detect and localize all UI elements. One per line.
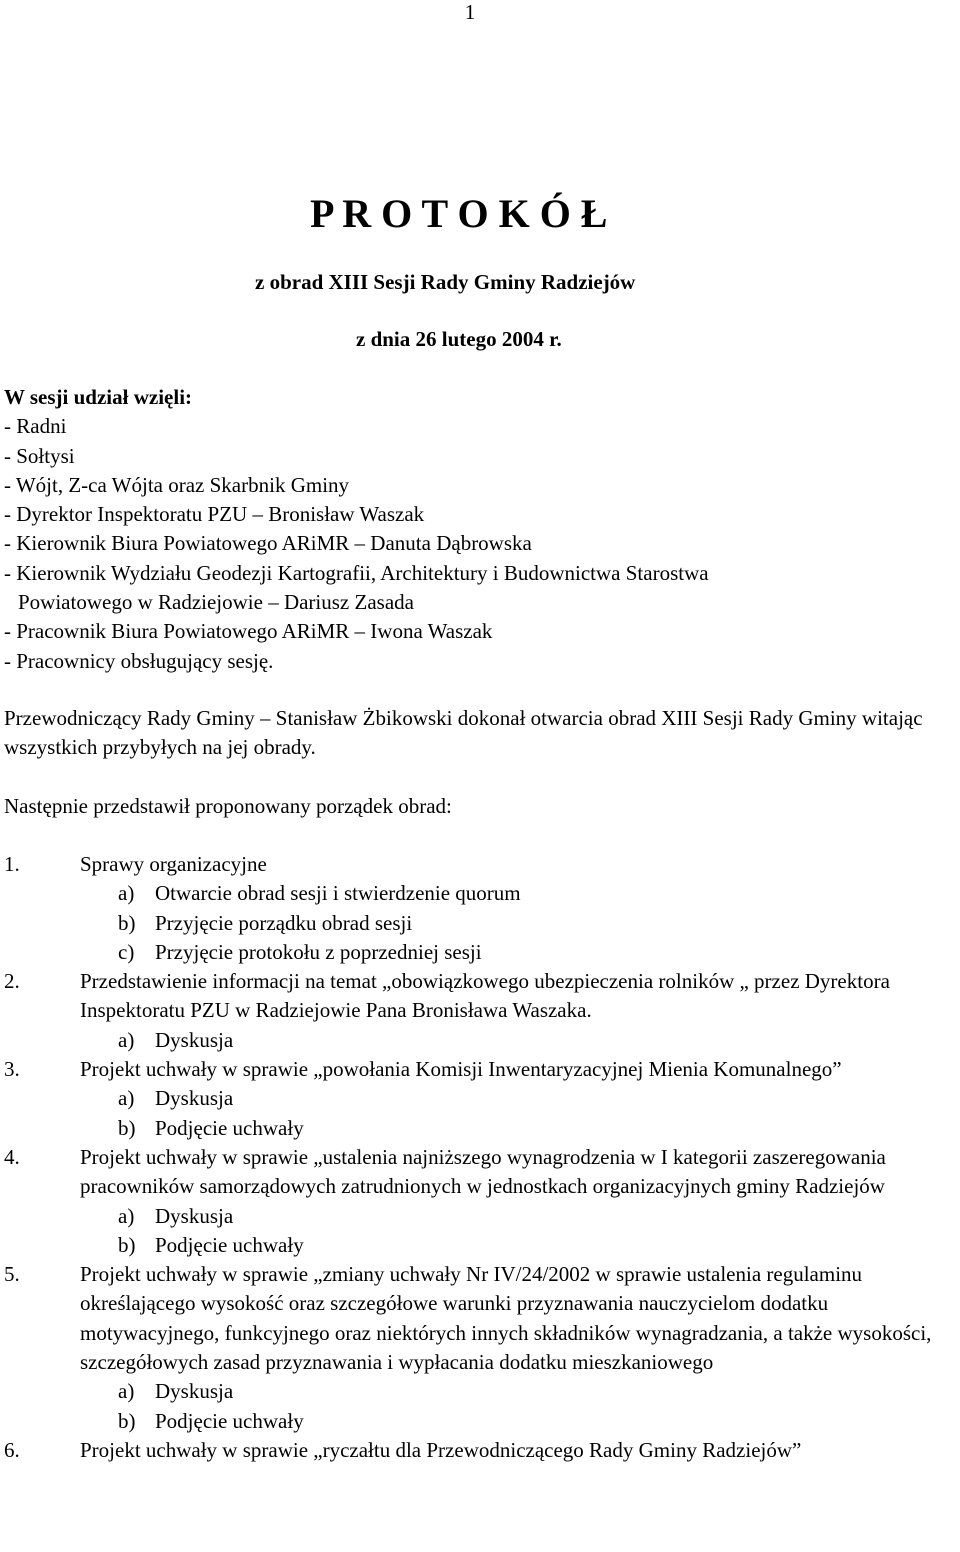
attendance-line: - Pracownicy obsługujący sesję. [4,648,274,673]
agenda-item [0,850,960,879]
agenda-item [0,1436,960,1465]
agenda-subitem-text: Podjęcie uchwały [155,1115,304,1140]
agenda-subitem [0,1114,960,1143]
agenda-item-text: Projekt uchwały w sprawie „ustalenia najniższego wynagrodzenia w I kategorii zaszeregowania pracowników samorządowych zatrudnionych w jednostkach organizacyjnych gminy Radziejów [80,1144,886,1199]
attendance-line: - Dyrektor Inspektoratu PZU – Bronisław Waszak [4,502,425,527]
agenda-subitem-text: Dyskusja [155,1203,234,1228]
agenda-item [0,1055,960,1084]
agenda-item [0,1143,960,1202]
agenda-item [0,1260,960,1377]
page-number: 1 [464,0,476,24]
agenda-subitem-text: Przyjęcie protokołu z poprzedniej sesji [155,939,482,964]
agenda-subitem-letter: a) [118,1086,135,1111]
agenda-subitem-letter: b) [118,1115,136,1140]
agenda-subitem [0,1026,960,1055]
agenda-subitem-letter: a) [118,1379,135,1404]
agenda-subitem-letter: a) [118,1203,135,1228]
attendance-line: - Kierownik Biura Powiatowego ARiMR – Danuta Dąbrowska [4,531,532,556]
document-subtitle: z obrad XIII Sesji Rady Gminy Radziejów [255,270,636,294]
agenda-item-text: Sprawy organizacyjne [80,852,267,876]
agenda-list [0,850,960,1465]
attendance-heading: W sesji udział wzięli: [4,385,193,409]
agenda-subitem-text: Otwarcie obrad sesji i stwierdzenie quorum [155,881,521,906]
agenda-subitem [0,909,960,938]
agenda-subitem-letter: b) [118,1232,136,1257]
document-title: P R O T O K Ó Ł [310,191,608,236]
agenda-item-number: 3. [4,1057,20,1082]
agenda-subitem-letter: a) [118,881,135,906]
agenda-item-number: 2. [4,969,20,994]
agenda-item-text: Projekt uchwały w sprawie „powołania Komisji Inwentaryzacyjnej Mienia Komunalnego” [80,1057,842,1082]
attendance-line: - Sołtysi [4,443,75,468]
attendance-line: - Wójt, Z-ca Wójta oraz Skarbnik Gminy [4,472,350,497]
agenda-subitem-letter: b) [118,910,136,935]
attendance-line: - Kierownik Wydziału Geodezji Kartografii, Architektury i Budownictwa Starostwa [4,560,709,585]
agenda-item-text: Przedstawienie informacji na temat „obowiązkowego ubezpieczenia rolników „ przez Dyrektora Inspektoratu PZU w Radziejowie Pana Bronisława Waszaka. [80,969,890,1023]
agenda-subitem [0,938,960,967]
agenda-subitem [0,1202,960,1231]
agenda-subitem [0,1407,960,1436]
agenda-subitem [0,1084,960,1113]
agenda-item-number: 5. [4,1262,20,1287]
attendance-line: - Pracownik Biura Powiatowego ARiMR – Iwona Waszak [4,619,493,644]
agenda-item-number: 4. [4,1144,20,1169]
agenda-subitem [0,879,960,908]
agenda-subitem-letter: c) [118,939,135,964]
agenda-item-text: Projekt uchwały w sprawie „zmiany uchwały Nr IV/24/2002 w sprawie ustalenia regulaminu określającego wysokość oraz szczegółowe warunki przyznawania nauczycielom dodatku motywacyjnego, funkcyjnego oraz niektórych innych składników wynagradzania, a także wysokości, szczegółowych zasad przyznawania i wypłacania dodatku mieszkaniowego [80,1262,932,1375]
opening-paragraph: Przewodniczący Rady Gminy – Stanisław Żbikowski dokonał otwarcia obrad XIII Sesji Rady Gminy witając wszystkich przybyłych na jej obrady. [4,706,923,760]
agenda-subitem [0,1377,960,1406]
agenda-subitem [0,1231,960,1260]
agenda-subitem-letter: b) [118,1408,136,1433]
agenda-subitem-letter: a) [118,1027,135,1052]
agenda-subitem-text: Podjęcie uchwały [155,1408,304,1433]
attendance-section [4,383,958,676]
agenda-item-number: 1. [4,852,20,876]
agenda-subitem-text: Dyskusja [155,1379,234,1404]
agenda-intro: Następnie przedstawił proponowany porządek obrad: [4,794,452,818]
attendance-line: - Radni [4,414,67,439]
agenda-item-number: 6. [4,1437,20,1462]
agenda-item [0,967,960,1026]
agenda-subitem-text: Dyskusja [155,1086,234,1111]
agenda-item-text: Projekt uchwały w sprawie „ryczałtu dla Przewodniczącego Rady Gminy Radziejów” [80,1437,802,1462]
agenda-subitem-text: Dyskusja [155,1027,234,1052]
document-date: z dnia 26 lutego 2004 r. [356,327,562,351]
agenda-subitem-text: Podjęcie uchwały [155,1232,304,1257]
agenda-subitem-text: Przyjęcie porządku obrad sesji [155,910,413,935]
attendance-line: Powiatowego w Radziejowie – Dariusz Zasada [18,590,414,615]
